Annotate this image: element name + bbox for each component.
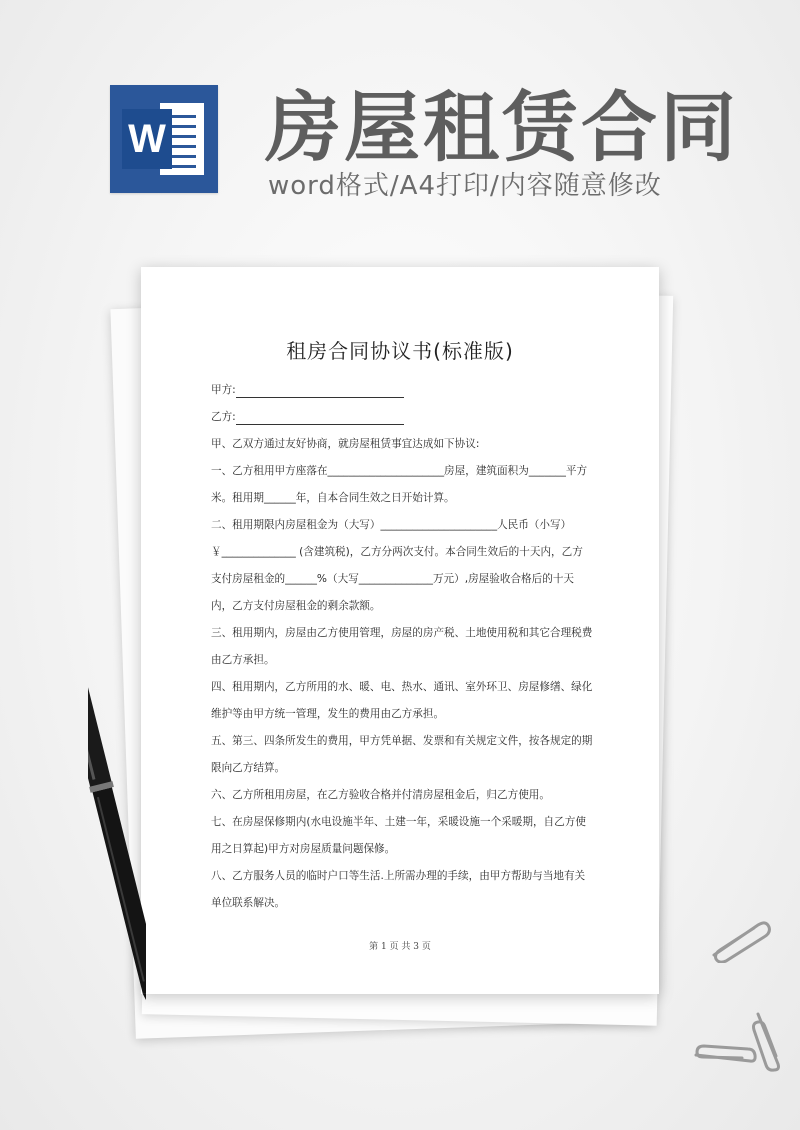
banner-title: 房屋租赁合同 (265, 83, 739, 172)
party-b-label: 乙方: (211, 411, 236, 423)
document-page (141, 267, 659, 994)
clause-intro: 甲、乙双方通过友好协商，就房屋租赁事宜达成如下协议: (211, 438, 480, 450)
pen-icon (88, 660, 146, 1038)
party-a-line (211, 377, 593, 404)
banner-subtitle: word格式/A4打印/内容随意修改 (268, 171, 662, 201)
paper-clip-icon (692, 1043, 758, 1069)
clause-6: 六、乙方所租用房屋，在乙方验收合格并付清房屋租金后，归乙方使用。 (211, 789, 550, 801)
party-b-blank (236, 410, 404, 425)
party-b-line (211, 404, 593, 431)
clause-3: 三、租用期内，房屋由乙方使用管理，房屋的房产税、土地使用税和其它合理税费由乙方承担。 (211, 627, 593, 666)
party-a-label: 甲方: (211, 384, 236, 396)
word-logo-icon (110, 85, 218, 193)
word-letter: W (122, 109, 172, 169)
document-body (211, 377, 593, 917)
clause-4: 四、租用期内，乙方所用的水、暖、电、热水、通讯、室外环卫、房屋修缮、绿化维护等由甲方统一管理，发生的费用由乙方承担。 (211, 681, 593, 720)
clause-5: 五、第三、四条所发生的费用，甲方凭单据、发票和有关规定文件，按各规定的期限向乙方结算。 (211, 735, 593, 774)
party-a-blank (236, 383, 404, 398)
document-title: 租房合同协议书(标准版) (286, 339, 514, 363)
clause-8: 八、乙方服务人员的临时户口等生活.上所需办理的手续，由甲方帮助与当地有关单位联系解决。 (211, 870, 586, 909)
clause-1: 一、乙方租用甲方座落在______________________房屋，建筑面积为_______平方米。租用期______年，自本合同生效之日开始计算。 (211, 465, 588, 504)
clause-2: 二、租用期限内房屋租金为（大写）______________________人民币（小写）￥______________ (含建筑税)，乙方分两次支付。本合同生效后的十天内，乙方支付房屋租金的______%（大写______________万元）,房屋验收合格后的十天内，乙方支付房屋租金的剩余款额。 (211, 519, 583, 612)
clause-7: 七、在房屋保修期内(水电设施半年、土建一年，采暖设施一个采暖期，自乙方使用之日算起)甲方对房屋质量问题保修。 (211, 816, 586, 855)
paper-clip-icon (706, 915, 772, 963)
page-number: 第 1 页 共 3 页 (369, 942, 431, 952)
